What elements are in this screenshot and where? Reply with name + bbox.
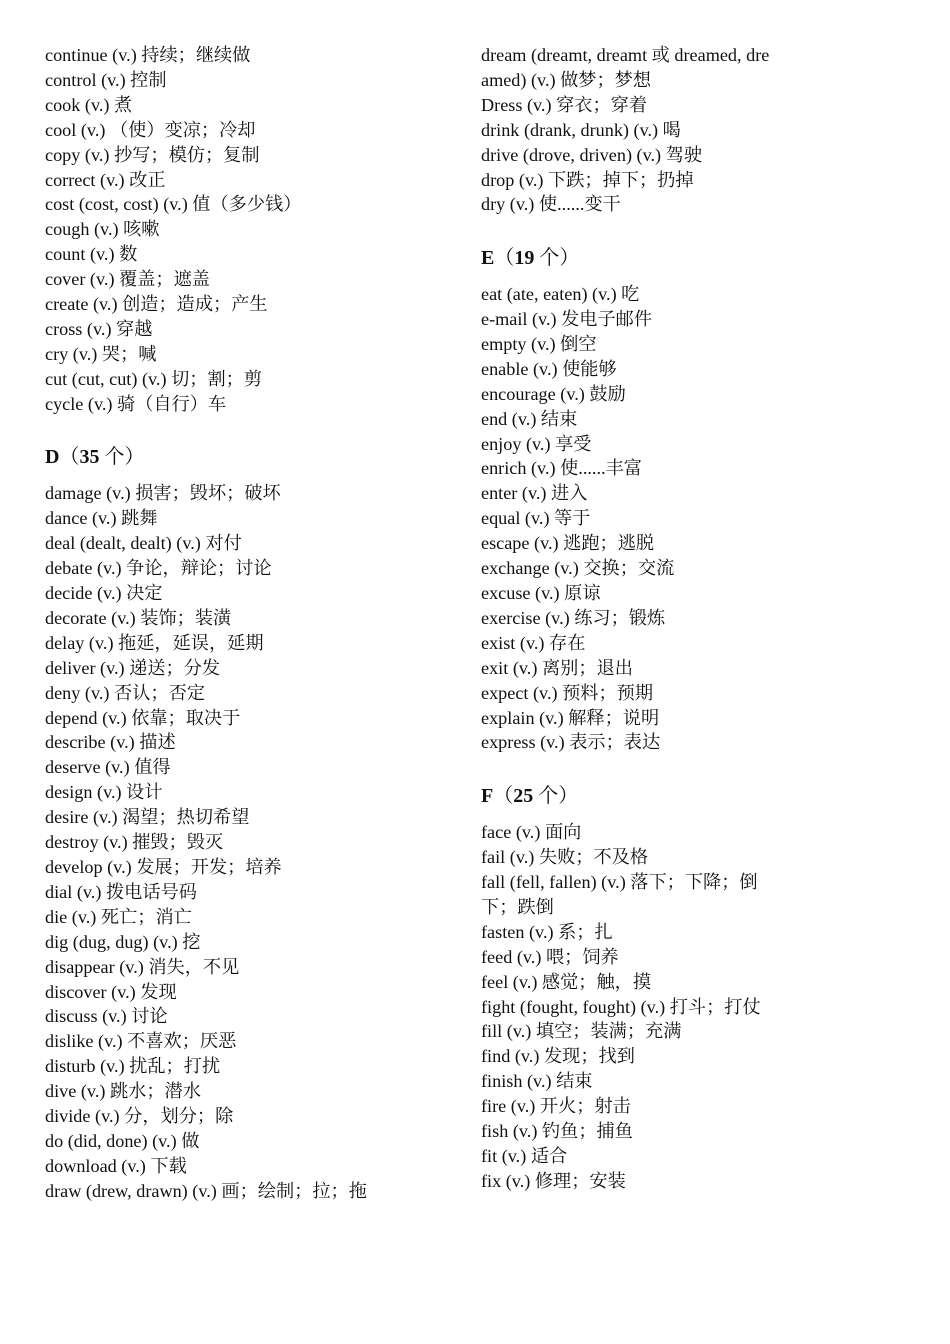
section-gap	[481, 755, 771, 780]
vocab-entry: fit (v.) 适合	[481, 1145, 568, 1166]
vocab-entry: dislike (v.) 不喜欢；厌恶	[45, 1031, 237, 1052]
section-count: 25	[513, 785, 534, 808]
vocab-entry: exist (v.) 存在	[481, 632, 586, 653]
vocab-entry: correct (v.) 改正	[45, 169, 166, 190]
vocab-entry: express (v.) 表示；表达	[481, 732, 661, 753]
vocab-entry: draw (drew, drawn) (v.) 画；绘制；拉；拖	[45, 1180, 367, 1201]
vocab-entry: finish (v.) 结束	[481, 1071, 593, 1092]
vocab-entry: deal (dealt, dealt) (v.) 对付	[45, 533, 242, 554]
vocab-entry: desire (v.) 渴望；热切希望	[45, 807, 250, 828]
vocab-entry: count (v.) 数	[45, 244, 138, 265]
vocab-entry: cover (v.) 覆盖；遮盖	[45, 269, 210, 290]
vocab-entry: enable (v.) 使能够	[481, 358, 617, 379]
vocab-entry: download (v.) 下载	[45, 1155, 187, 1176]
vocab-entry: find (v.) 发现；找到	[481, 1046, 635, 1067]
vocab-entry: exchange (v.) 交换；交流	[481, 558, 675, 579]
vocab-entry: escape (v.) 逃跑；逃脱	[481, 533, 655, 554]
vocab-entry: end (v.) 结束	[481, 408, 578, 429]
vocab-entry: fire (v.) 开火；射击	[481, 1096, 631, 1117]
vocab-entry: cycle (v.) 骑（自行）车	[45, 393, 227, 414]
vocab-entry: deserve (v.) 值得	[45, 757, 171, 778]
section-unit: 个	[538, 785, 559, 808]
vocab-entry: damage (v.) 损害；毁坏；破坏	[45, 483, 281, 504]
vocab-entry: discover (v.) 发现	[45, 981, 177, 1002]
vocab-entry: Dress (v.) 穿衣；穿着	[481, 94, 648, 115]
vocab-entry: dry (v.) 使......变干	[481, 194, 621, 215]
vocab-entry: fish (v.) 钓鱼；捕鱼	[481, 1121, 633, 1142]
vocab-entry: eat (ate, eaten) (v.) 吃	[481, 284, 640, 305]
vocab-entry: disturb (v.) 扰乱；打扰	[45, 1056, 221, 1077]
section-heading: F（25 个）	[481, 785, 579, 808]
vocab-entry: dive (v.) 跳水；潜水	[45, 1081, 201, 1102]
vocab-entry: die (v.) 死亡；消亡	[45, 906, 192, 927]
vocab-entry: enrich (v.) 使......丰富	[481, 458, 642, 479]
section-unit: 个	[104, 446, 125, 469]
section-unit: 个	[539, 247, 560, 270]
vocab-entry: decide (v.) 决定	[45, 583, 163, 604]
section-heading: D（35 个）	[45, 446, 145, 469]
vocab-entry: feel (v.) 感觉；触，摸	[481, 971, 652, 992]
vocab-entry: design (v.) 设计	[45, 782, 163, 803]
vocab-entry: cook (v.) 煮	[45, 94, 133, 115]
vocab-entry: depend (v.) 依靠；取决于	[45, 707, 241, 728]
vocab-entry: control (v.) 控制	[45, 69, 167, 90]
right-column	[481, 43, 771, 1194]
vocab-entry: do (did, done) (v.) 做	[45, 1130, 200, 1151]
vocab-entry: feed (v.) 喂；饲养	[481, 946, 619, 967]
section-gap	[45, 417, 455, 442]
vocab-entry: create (v.) 创造；造成；产生	[45, 294, 268, 315]
vocab-entry: face (v.) 面向	[481, 822, 582, 843]
vocab-entry: deny (v.) 否认；否定	[45, 682, 205, 703]
vocab-entry: expect (v.) 预料；预期	[481, 682, 654, 703]
vocab-entry: fix (v.) 修理；安装	[481, 1170, 626, 1191]
vocab-entry: cry (v.) 哭；喊	[45, 343, 157, 364]
vocab-entry: develop (v.) 发展；开发；培养	[45, 856, 282, 877]
vocab-entry: excuse (v.) 原谅	[481, 583, 601, 604]
vocab-entry: divide (v.) 分，划分；除	[45, 1106, 234, 1127]
section-gap	[481, 217, 771, 242]
vocab-entry: drink (drank, drunk) (v.) 喝	[481, 119, 681, 140]
vocab-entry: drop (v.) 下跌；掉下；扔掉	[481, 169, 694, 190]
vocab-entry: encourage (v.) 鼓励	[481, 383, 626, 404]
section-heading: E（19 个）	[481, 247, 580, 270]
vocab-entry: discuss (v.) 讨论	[45, 1006, 168, 1027]
vocab-entry: fasten (v.) 系；扎	[481, 921, 613, 942]
section-letter: E	[481, 247, 495, 270]
vocab-entry: destroy (v.) 摧毁；毁灭	[45, 832, 224, 853]
section-count: 19	[514, 247, 535, 270]
vocab-entry: e-mail (v.) 发电子邮件	[481, 309, 653, 330]
vocab-entry: debate (v.) 争论，辩论；讨论	[45, 558, 272, 579]
vocab-entry: fill (v.) 填空；装满；充满	[481, 1021, 682, 1042]
vocab-entry: fall (fell, fallen) (v.) 落下；下降；倒下；跌倒	[481, 871, 758, 917]
vocab-entry: continue (v.) 持续；继续做	[45, 45, 251, 65]
vocab-entry: dial (v.) 拨电话号码	[45, 881, 197, 902]
vocab-entry: decorate (v.) 装饰；装潢	[45, 607, 232, 628]
vocab-entry: cross (v.) 穿越	[45, 318, 153, 339]
vocab-entry: dream (dreamt, dreamt 或 dreamed, dreamed) (v.) 做梦；梦想	[481, 45, 770, 90]
vocab-entry: exit (v.) 离别；退出	[481, 657, 633, 678]
vocab-entry: fight (fought, fought) (v.) 打斗；打仗	[481, 996, 761, 1017]
vocab-entry: cough (v.) 咳嗽	[45, 219, 160, 240]
vocab-entry: explain (v.) 解释；说明	[481, 707, 660, 728]
vocab-entry: delay (v.) 拖延，延误，延期	[45, 632, 264, 653]
vocab-entry: empty (v.) 倒空	[481, 333, 597, 354]
vocab-entry: exercise (v.) 练习；锻炼	[481, 607, 666, 628]
section-letter: D	[45, 446, 60, 469]
vocab-entry: disappear (v.) 消失，不见	[45, 956, 240, 977]
vocab-entry: deliver (v.) 递送；分发	[45, 657, 221, 678]
vocab-entry: cost (cost, cost) (v.) 值（多少钱）	[45, 194, 302, 215]
vocab-entry: drive (drove, driven) (v.) 驾驶	[481, 144, 703, 165]
vocab-entry: fail (v.) 失败；不及格	[481, 847, 649, 868]
vocab-entry: cut (cut, cut) (v.) 切；割；剪	[45, 368, 263, 389]
vocab-entry: describe (v.) 描述	[45, 732, 176, 753]
vocab-entry: enter (v.) 进入	[481, 483, 588, 504]
vocab-entry: cool (v.) （使）变凉；冷却	[45, 119, 256, 140]
left-column	[45, 43, 455, 1204]
vocab-entry: enjoy (v.) 享受	[481, 433, 592, 454]
section-count: 35	[79, 446, 100, 469]
vocab-entry: copy (v.) 抄写；模仿；复制	[45, 144, 260, 165]
section-letter: F	[481, 785, 494, 808]
vocab-entry: dig (dug, dug) (v.) 挖	[45, 931, 201, 952]
vocab-entry: equal (v.) 等于	[481, 508, 591, 529]
vocab-entry: dance (v.) 跳舞	[45, 508, 158, 529]
